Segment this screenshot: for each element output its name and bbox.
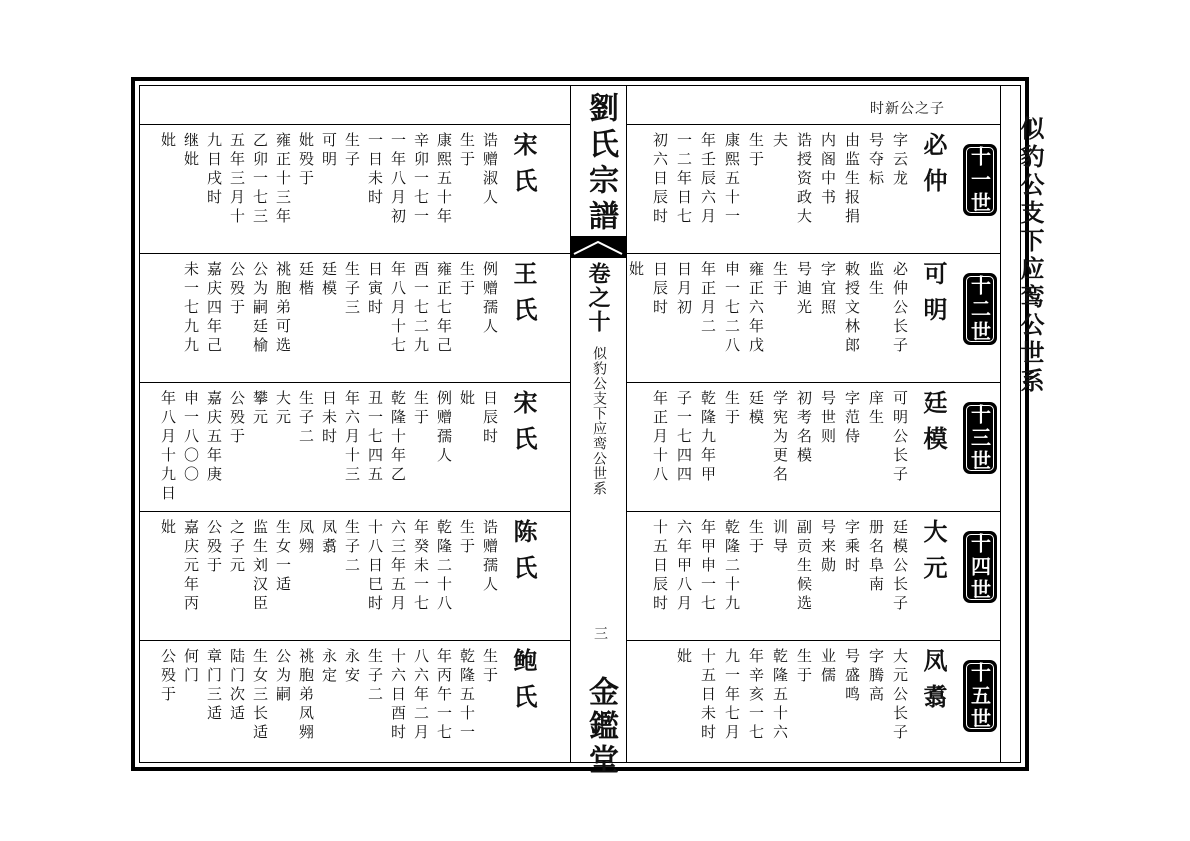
record-text: 子一七四四: [675, 390, 693, 485]
record-text: 例赠孺人: [435, 390, 453, 466]
genealogy-page-frame: [131, 77, 1045, 778]
record-text: 初六日辰时: [651, 132, 669, 227]
record-text: 继妣: [182, 132, 200, 170]
left-header-rule: [140, 124, 570, 125]
record-text: 九日戌时: [205, 132, 223, 208]
record-text: 日寅时: [366, 261, 384, 318]
record-text: 妣: [675, 648, 693, 667]
record-text: 训导: [771, 519, 789, 557]
right-row-rule: [626, 640, 1000, 641]
spouse-name: 陈氏: [509, 519, 538, 591]
record-text: 雍正七年己: [435, 261, 453, 356]
record-text: 字范侍: [843, 390, 861, 447]
record-text: 八六年二月: [412, 648, 430, 743]
record-text: 妣殁于: [297, 132, 315, 189]
generation-badge: [963, 144, 997, 216]
record-text: 一二年日七: [675, 132, 693, 227]
record-text: 十六日酉时: [389, 648, 407, 743]
record-text: 生子二: [297, 390, 315, 447]
branch-title: 似豹公支下应鸾公世系: [1016, 116, 1045, 396]
record-text: 年壬辰六月: [699, 132, 717, 227]
generation-badge: [963, 660, 997, 732]
book-title: 劉氏宗譜: [583, 92, 618, 236]
person-name: 廷模: [919, 390, 948, 462]
record-text: 生子二: [343, 519, 361, 576]
record-text: 丑一七四五: [366, 390, 384, 485]
record-text: 夫: [771, 132, 789, 151]
record-text: 公殁于: [228, 390, 246, 447]
record-text: 年八月十七: [389, 261, 407, 356]
record-text: 嘉庆五年庚: [205, 390, 223, 485]
generation-label: 十五世: [967, 661, 992, 731]
record-text: 凤翙: [297, 519, 315, 557]
record-text: 永定: [320, 648, 338, 686]
record-text: 十八日巳时: [366, 519, 384, 614]
record-text: 九一年七月: [723, 648, 741, 743]
record-text: 公殁于: [159, 648, 177, 705]
record-text: 公殁于: [228, 261, 246, 318]
record-text: 生于: [458, 261, 476, 299]
record-text: 酉一七二九: [412, 261, 430, 356]
record-text: 陆门次适: [228, 648, 246, 724]
record-text: 乾隆九年甲: [699, 390, 717, 485]
record-text: 妣: [159, 132, 177, 151]
record-text: 诰赠孺人: [481, 519, 499, 595]
record-text: 祧胞弟可选: [274, 261, 292, 356]
record-text: 日辰时: [481, 390, 499, 447]
record-text: 之子元: [228, 519, 246, 576]
record-text: 生子: [343, 132, 361, 170]
record-text: 生子三: [343, 261, 361, 318]
record-text: 何门: [182, 648, 200, 686]
record-text: 辛卯一七一: [412, 132, 430, 227]
record-text: 公为嗣廷榆: [251, 261, 269, 356]
record-text: 日辰时: [651, 261, 669, 318]
record-text: 号来勋: [819, 519, 837, 576]
publisher-name: 金鑑堂: [583, 676, 618, 778]
left-row-rule: [140, 511, 570, 512]
record-text: 业儒: [819, 648, 837, 686]
record-text: 字腾高: [867, 648, 885, 705]
record-text: 廷楷: [297, 261, 315, 299]
record-text: 雍正六年戊: [747, 261, 765, 356]
record-text: 康熙五十一: [723, 132, 741, 227]
record-text: 乾隆十年乙: [389, 390, 407, 485]
record-text: 未一七九九: [182, 261, 200, 356]
record-text: 五年三月十: [228, 132, 246, 227]
spouse-name: 王氏: [509, 261, 538, 333]
record-text: 年六月十三: [343, 390, 361, 485]
record-text: 生子二: [366, 648, 384, 705]
right-header-rule: [626, 124, 1000, 125]
generation-label: 十一世: [967, 145, 992, 215]
record-text: 生于: [723, 390, 741, 428]
record-text: 生于: [481, 648, 499, 686]
left-row-rule: [140, 640, 570, 641]
spine-right-rule: [626, 86, 627, 762]
record-text: 乾隆五十一: [458, 648, 476, 743]
record-text: 十五日辰时: [651, 519, 669, 614]
record-text: 攀元: [251, 390, 269, 428]
record-text: 一日未时: [366, 132, 384, 208]
record-text: 生女一适: [274, 519, 292, 595]
record-text: 申一七二八: [723, 261, 741, 356]
record-text: 乾隆二十八: [435, 519, 453, 614]
spine-section-title: 似豹公支下应鸾公世系: [591, 346, 607, 496]
record-text: 诰授资政大: [795, 132, 813, 227]
record-text: 初考名模: [795, 390, 813, 466]
record-text: 生于: [458, 132, 476, 170]
record-text: 内阁中书: [819, 132, 837, 208]
record-text: 乾隆五十六: [771, 648, 789, 743]
generation-badge: [963, 273, 997, 345]
record-text: 必仲公长子: [891, 261, 909, 356]
record-text: 可明公长子: [891, 390, 909, 485]
record-text: 例赠孺人: [481, 261, 499, 337]
record-text: 康熙五十年: [435, 132, 453, 227]
record-text: 号迪光: [795, 261, 813, 318]
record-text: 日未时: [320, 390, 338, 447]
record-text: 生于: [795, 648, 813, 686]
right-row-rule: [626, 253, 1000, 254]
record-text: 号盛鸣: [843, 648, 861, 705]
record-text: 雍正十三年: [274, 132, 292, 227]
page-inner-border: [139, 85, 1045, 778]
header-note: 时新公之子: [870, 101, 945, 117]
record-text: 生女三长适: [251, 648, 269, 743]
record-text: 一年八月初: [389, 132, 407, 227]
branch-title-rule: [1000, 86, 1001, 762]
record-text: 公殁于: [205, 519, 223, 576]
right-row-rule: [626, 511, 1000, 512]
spouse-name: 鲍氏: [509, 648, 538, 720]
record-text: 日月初: [675, 261, 693, 318]
spine-ornament: [570, 236, 626, 258]
record-text: 年癸未一七: [412, 519, 430, 614]
record-text: 妣: [458, 390, 476, 409]
record-text: 妣: [159, 519, 177, 538]
record-text: 凤翥: [320, 519, 338, 557]
record-text: 生于: [747, 519, 765, 557]
record-text: 学宪为更名: [771, 390, 789, 485]
record-text: 乙卯一七三: [251, 132, 269, 227]
record-text: 六年甲八月: [675, 519, 693, 614]
record-text: 嘉庆四年己: [205, 261, 223, 356]
person-name: 可明: [919, 261, 948, 333]
record-text: 字乘时: [843, 519, 861, 576]
record-text: 字云龙: [891, 132, 909, 189]
record-text: 乾隆二十九: [723, 519, 741, 614]
generation-label: 十三世: [967, 403, 992, 473]
record-text: 大元公长子: [891, 648, 909, 743]
record-text: 大元: [274, 390, 292, 428]
record-text: 年辛亥一七: [747, 648, 765, 743]
left-row-rule: [140, 382, 570, 383]
record-text: 字宜照: [819, 261, 837, 318]
record-text: 年正月二: [699, 261, 717, 337]
record-text: 年甲申一七: [699, 519, 717, 614]
record-text: 妣: [627, 261, 645, 280]
record-text: 监生刘汉臣: [251, 519, 269, 614]
record-text: 号世则: [819, 390, 837, 447]
record-text: 廷模: [747, 390, 765, 428]
spouse-name: 宋氏: [509, 132, 538, 204]
person-name: 大元: [919, 519, 948, 591]
record-text: 副贡生候选: [795, 519, 813, 614]
record-text: 生于: [771, 261, 789, 299]
spouse-name: 宋氏: [509, 390, 538, 462]
record-text: 年正月十八: [651, 390, 669, 485]
record-text: 年八月十九日: [159, 390, 177, 504]
left-row-rule: [140, 253, 570, 254]
right-row-rule: [626, 382, 1000, 383]
record-text: 生于: [458, 519, 476, 557]
record-text: 由监生报捐: [843, 132, 861, 227]
record-text: 册名阜南: [867, 519, 885, 595]
record-text: 庠生: [867, 390, 885, 428]
record-text: 廷模: [320, 261, 338, 299]
record-text: 监生: [867, 261, 885, 299]
record-text: 嘉庆元年丙: [182, 519, 200, 614]
generation-badge: [963, 402, 997, 474]
record-text: 六三年五月: [389, 519, 407, 614]
record-text: 公为嗣: [274, 648, 292, 705]
generation-badge: [963, 531, 997, 603]
generation-label: 十四世: [967, 532, 992, 602]
record-text: 号夺标: [867, 132, 885, 189]
record-text: 生于: [412, 390, 430, 428]
record-text: 生于: [747, 132, 765, 170]
record-text: 廷模公长子: [891, 519, 909, 614]
volume-label: 卷之十: [585, 262, 611, 334]
record-text: 诰赠淑人: [481, 132, 499, 208]
record-text: 祧胞弟凤翙: [297, 648, 315, 743]
generation-label: 十二世: [967, 274, 992, 344]
page-number: 三: [592, 626, 608, 640]
person-name: 必仲: [919, 132, 948, 204]
spine: [570, 86, 626, 778]
record-text: 永安: [343, 648, 361, 686]
record-text: 可明: [320, 132, 338, 170]
person-name: 凤翥: [919, 648, 948, 720]
record-text: 年丙午一七: [435, 648, 453, 743]
record-text: 敕授文林郎: [843, 261, 861, 356]
record-text: 章门三适: [205, 648, 223, 724]
record-text: 十五日未时: [699, 648, 717, 743]
record-text: 申一八〇〇: [182, 390, 200, 485]
